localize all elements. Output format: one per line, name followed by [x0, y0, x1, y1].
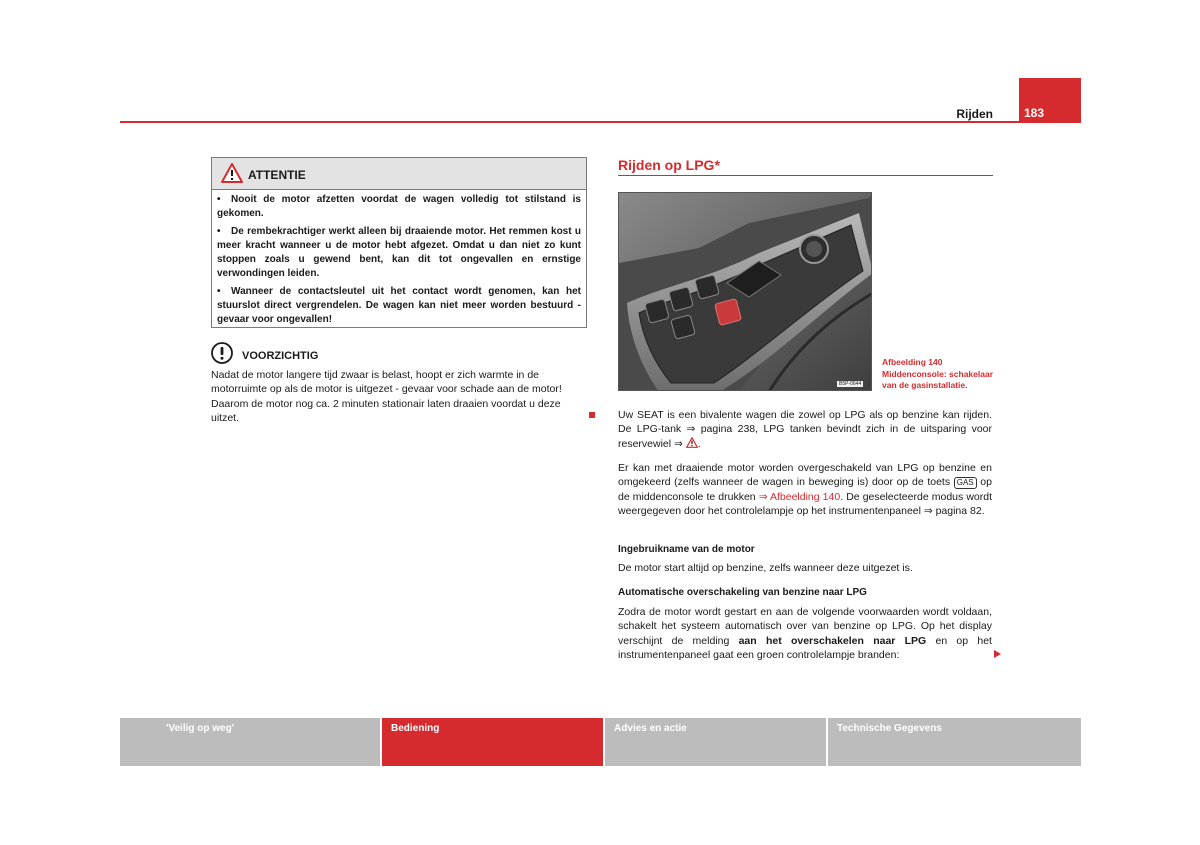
warning-triangle-icon [221, 163, 243, 183]
paragraph-switching: Er kan met draaiende motor worden overgeschakeld van LPG op benzine en omgekeerd (zelfs wanneer de wagen in beweging is) door op de toets GAS op de middenconsole te drukken ⇒ Afbeelding 140. De geselecteerde modus wordt weergegeven door het controlelampje op het instrumentenpaneel ⇒ pagina 82. [618, 462, 992, 517]
tab-bediening[interactable]: Bediening [382, 718, 603, 766]
warning-list [217, 193, 581, 331]
page-number-box [1019, 78, 1081, 123]
figure-code: B5P-0644 [839, 381, 862, 387]
caution-title: VOORZICHTIG [242, 350, 319, 362]
subheading-startup: Ingebruikname van de motor [618, 544, 755, 555]
page-number: 183 [1024, 106, 1045, 120]
section-end-marker [589, 412, 595, 418]
warning-box [211, 157, 587, 328]
warning-item: • De rembekrachtiger werkt alleen bij draaiende motor. Het remmen kost u meer kracht wanneer u de motor hebt afgezet. Omdat u dan niet zo kunt stoppen zoals u gewend bent, kan dit tot ongevallen en ernstige verwondingen leiden. [217, 225, 581, 280]
figure-center-console [618, 192, 872, 391]
console-illustration [619, 193, 872, 391]
gas-key: GAS [954, 477, 977, 489]
tab-advies-en-actie[interactable]: Advies en actie [605, 718, 826, 766]
warning-title: ATTENTIE [248, 168, 306, 182]
warning-item: • Wanneer de contactsleutel uit het contact wordt genomen, kan het stuurslot direct vergrendelen. De wagen kan niet meer worden bestuurd - gevaar voor ongevallen! [217, 285, 581, 326]
figure-link[interactable]: ⇒ Afbeelding 140 [758, 490, 841, 503]
section-rule [618, 175, 993, 176]
section-title: Rijden op LPG* [618, 157, 720, 173]
paragraph-intro: Uw SEAT is een bivalente wagen die zowel op LPG als op benzine kan rijden. De LPG-tank ⇒ pagina 238, LPG tanken bevindt zich in de uitsparing voor reservewiel ⇒ . [618, 409, 992, 450]
continue-arrow-icon [994, 650, 1001, 658]
caution-exclamation-icon [211, 342, 233, 364]
warning-header [212, 158, 586, 190]
paragraph-startup: De motor start altijd op benzine, zelfs wanneer deze uitgezet is. [618, 562, 913, 574]
figure-caption: Afbeelding 140 Middenconsole: schakelaar van de gasinstallatie. [882, 357, 994, 390]
chapter-title: Rijden [956, 107, 993, 121]
header-rule [120, 121, 1081, 123]
warning-item: • Nooit de motor afzetten voordat de wagen volledig tot stilstand is gekomen. [217, 194, 581, 220]
caution-text: Nadat de motor langere tijd zwaar is belast, hoopt er zich warmte in de motorruimte op als de motor is uitgezet - gevaar voor schade aan de motor! Daarom de motor nog ca. 2 minuten stationair laten draaien voordat u deze uitzet. [211, 369, 562, 424]
tab-technische-gegevens[interactable]: Technische Gegevens [828, 718, 1081, 766]
warning-triangle-icon [686, 437, 698, 448]
paragraph-auto-switch: Zodra de motor wordt gestart en aan de volgende voorwaarden wordt voldaan, schakelt het systeem automatisch over van benzine op LPG. Op het display verschijnt de melding aan het overschakelen naar LPG en op het instrumentenpaneel gaat een groen controlelampje branden: [618, 606, 992, 661]
subheading-auto-switch: Automatische overschakeling van benzine naar LPG [618, 587, 867, 598]
tab-veilig-op-weg[interactable]: 'Veilig op weg' [120, 718, 380, 766]
